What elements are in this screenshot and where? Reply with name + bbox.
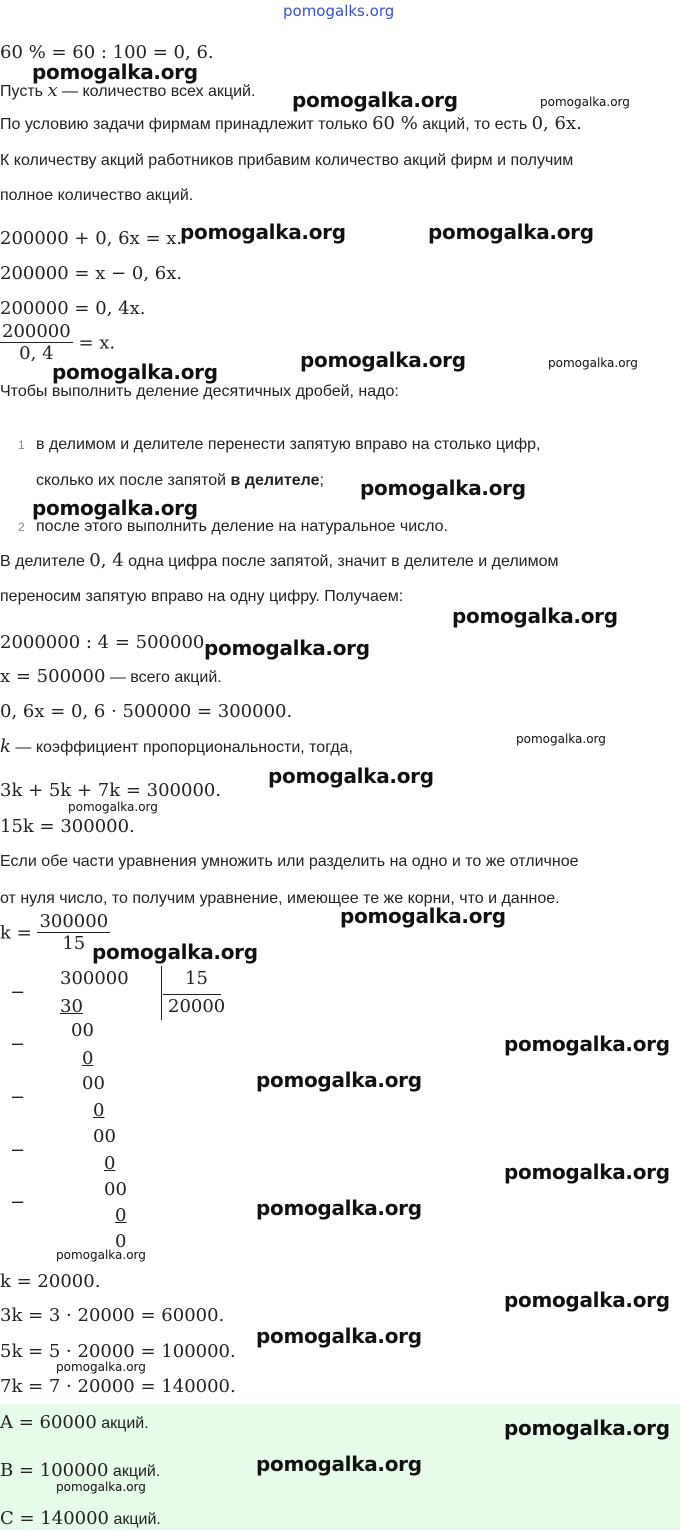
fraction-denominator: 0, 4	[19, 343, 54, 364]
division-quotient: 20000	[168, 996, 226, 1017]
division-step-1: 30	[60, 996, 83, 1017]
answer-c-math: C = 140000	[0, 1508, 110, 1529]
answer-b-math: B = 100000	[0, 1460, 109, 1481]
division-bracket-vertical	[161, 966, 162, 1020]
eq8-text: — коэффициент пропорциональности, тогда,	[15, 739, 353, 756]
condition-text: По условию задачи фирмам принадлежит только	[0, 116, 368, 133]
rule-intro: Чтобы выполнить деление десятичных дробей, надо:	[0, 383, 399, 400]
watermark: pomogalka.org	[516, 732, 606, 746]
division-step-7: 0	[104, 1153, 116, 1174]
answer-a-text: акций.	[101, 1415, 149, 1432]
watermark: pomogalka.org	[292, 88, 458, 112]
condition-text-2: акций, то есть	[422, 116, 528, 133]
divisor-text: В делителе	[0, 553, 85, 570]
equation-2: 200000 = x − 0, 6x.	[0, 263, 183, 284]
watermark: pomogalka.org	[68, 800, 158, 814]
fraction-2-denominator: 15	[62, 933, 86, 954]
division-step-4: 00	[82, 1073, 105, 1094]
watermark: pomogalka.org	[340, 904, 506, 928]
division-step-8: 00	[104, 1179, 127, 1200]
text-line-9: Если обе части уравнения умножить или разделить на одно и то же отличное	[0, 853, 579, 870]
text-line-4: К количеству акций работников прибавим количество акций фирм и получим	[0, 152, 574, 169]
condition-line	[0, 113, 582, 136]
answer-c-text: акций.	[113, 1511, 161, 1528]
equation-4	[0, 322, 115, 365]
fraction-rhs: = x.	[78, 332, 116, 354]
fraction-2-numerator: 300000	[39, 911, 109, 932]
list-item-1-line-1: в делимом и делителе перенести запятую вправо на столько цифр,	[36, 436, 541, 453]
divisor-text-2: одна цифра после запятой, значит в делителе и делимом	[128, 553, 559, 570]
text-line-5: полное количество акций.	[0, 187, 194, 204]
watermark: pomogalka.org	[92, 940, 258, 964]
watermark: pomogalka.org	[56, 1480, 146, 1494]
list-semicolon: ;	[319, 472, 324, 489]
text-line-8: переносим запятую вправо на одну цифру. Получаем:	[0, 588, 404, 605]
division-step-3: 0	[82, 1048, 94, 1069]
answer-a-math: A = 60000	[0, 1412, 97, 1433]
answer-c	[0, 1508, 161, 1531]
watermark: pomogalka.org	[540, 95, 630, 109]
equation-12: k = 20000.	[0, 1271, 101, 1292]
division-minus-5: −	[10, 1192, 26, 1213]
equation-6	[0, 666, 222, 689]
equation-5: 2000000 : 4 = 500000.	[0, 632, 211, 653]
equation-7: 0, 6x = 0, 6 · 500000 = 300000.	[0, 701, 293, 722]
list-number-2: 2	[18, 520, 25, 534]
watermark: pomogalka.org	[32, 496, 198, 520]
division-step-2: 00	[71, 1020, 94, 1041]
division-minus-3: −	[10, 1087, 26, 1108]
watermark: pomogalka.org	[360, 476, 526, 500]
equation-14: 5k = 5 · 20000 = 100000.	[0, 1341, 236, 1362]
eq6-math: x = 500000	[0, 666, 106, 687]
division-minus-2: −	[10, 1034, 26, 1055]
watermark: pomogalka.org	[52, 360, 218, 384]
watermark: pomogalka.org	[452, 604, 618, 628]
equation-10: 15k = 300000.	[0, 816, 135, 837]
watermark: pomogalka.org	[180, 220, 346, 244]
division-minus-1: −	[10, 982, 26, 1003]
equation-3: 200000 = 0, 4x.	[0, 298, 146, 319]
fraction-numerator: 200000	[2, 321, 71, 342]
var-k: k	[0, 736, 11, 757]
condition-percent: 60 %	[372, 113, 418, 134]
watermark: pomogalka.org	[256, 1068, 422, 1092]
equation-1: 200000 + 0, 6x = x.	[0, 228, 183, 249]
list-bold: в делителе	[230, 472, 320, 489]
watermark: pomogalka.org	[504, 1160, 670, 1184]
list-item-1-line-2	[36, 470, 324, 492]
watermark: pomogalka.org	[256, 1196, 422, 1220]
answer-a	[0, 1412, 149, 1435]
eq6-text: — всего акций.	[109, 669, 222, 686]
division-step-9: 0	[115, 1205, 127, 1226]
division-divisor: 15	[185, 968, 208, 989]
division-step-10: 0	[115, 1231, 127, 1252]
watermark: pomogalka.org	[300, 348, 466, 372]
equation-15: 7k = 7 · 20000 = 140000.	[0, 1376, 236, 1397]
let-desc: — количество всех акций.	[62, 83, 256, 100]
watermark: pomogalka.org	[268, 764, 434, 788]
site-header-link[interactable]: pomogalks.org	[283, 2, 395, 20]
text-line-10: от нуля число, то получим уравнение, имеющее те же корни, что и данное.	[0, 890, 560, 907]
fraction	[0, 322, 73, 365]
division-bracket-horizontal	[163, 994, 221, 995]
equation-13: 3k = 3 · 20000 = 60000.	[0, 1305, 225, 1326]
watermark: pomogalka.org	[256, 1452, 422, 1476]
division-minus-4: −	[10, 1140, 26, 1161]
divisor-note-line	[0, 550, 559, 573]
watermark: pomogalka.org	[504, 1288, 670, 1312]
watermark: pomogalka.org	[56, 1248, 146, 1262]
let-text: Пусть	[0, 83, 43, 100]
answer-b-text: акций.	[112, 1463, 161, 1480]
watermark: pomogalka.org	[428, 220, 594, 244]
division-step-6: 00	[93, 1126, 116, 1147]
divisor-value: 0, 4	[89, 550, 124, 571]
list-text: сколько их после запятой	[36, 472, 227, 489]
watermark: pomogalka.org	[56, 1360, 146, 1374]
watermark: pomogalka.org	[256, 1324, 422, 1348]
watermark: pomogalka.org	[204, 636, 370, 660]
watermark: pomogalka.org	[504, 1416, 670, 1440]
watermark: pomogalka.org	[548, 356, 638, 370]
watermark: pomogalka.org	[32, 60, 198, 84]
equation-9: 3k + 5k + 7k = 300000.	[0, 780, 222, 801]
equation-8	[0, 736, 353, 759]
var-x: x	[47, 80, 58, 101]
watermark: pomogalka.org	[504, 1032, 670, 1056]
division-step-5: 0	[93, 1100, 105, 1121]
eq11-lhs: k =	[0, 922, 32, 944]
list-item-2: после этого выполнить деление на натуральное число.	[36, 518, 448, 535]
condition-expr: 0, 6x.	[531, 113, 582, 134]
list-number-1: 1	[18, 438, 25, 452]
percent-line: 60 % = 60 : 100 = 0, 6.	[0, 42, 214, 63]
division-dividend: 300000	[60, 968, 129, 989]
